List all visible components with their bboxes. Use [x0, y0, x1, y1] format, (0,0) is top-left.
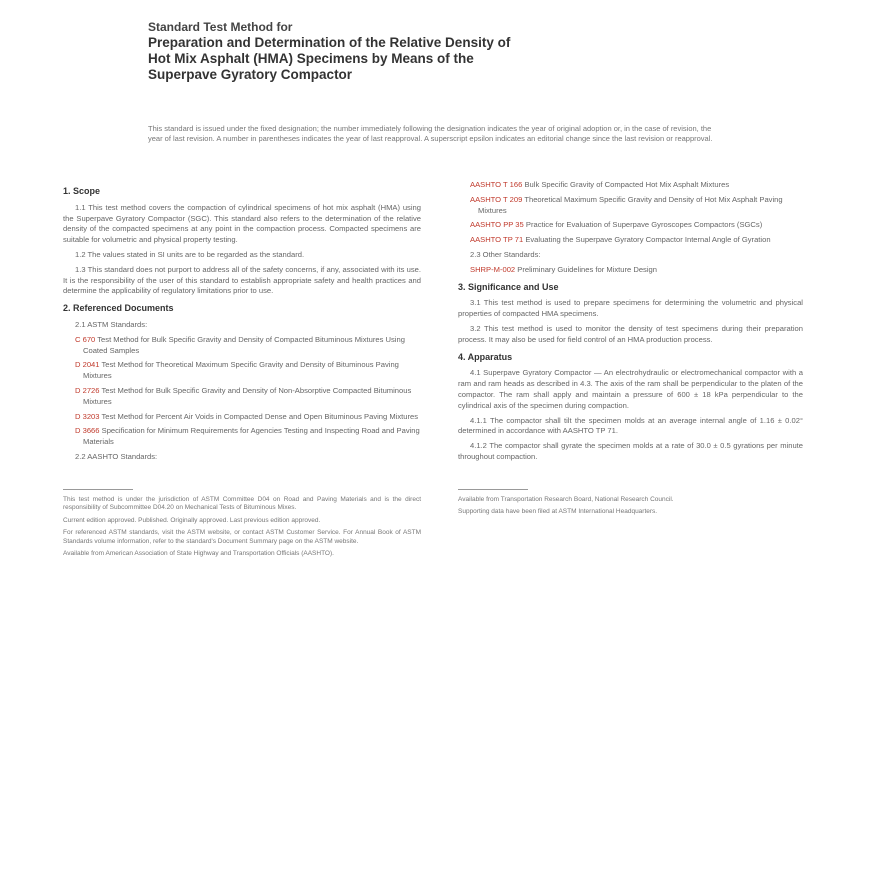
ref-code[interactable]: AASHTO TP 71 — [470, 235, 524, 245]
reference-item — [75, 320, 421, 331]
ref-code[interactable]: C 670 — [75, 334, 96, 344]
scope-paragraph: 1.2 The values stated in SI units are to be regarded as the standard. — [75, 249, 305, 259]
reference-item — [470, 180, 803, 191]
footnote: Current edition approved. Published. Originally approved. Last previous edition approved. — [63, 516, 321, 524]
ref-text: Evaluating the Superpave Gyratory Compactor Internal Angle of Gyration — [525, 235, 771, 245]
ref-text: Test Method for Theoretical Maximum Specific Gravity and Density of Bituminous Paving Mixtures — [83, 360, 399, 381]
ref-text: Specification for Minimum Requirements for Agencies Testing and Inspecting Road and Paving Materials — [83, 426, 420, 447]
footnote-divider — [458, 489, 528, 490]
reference-item — [470, 220, 803, 231]
ref-code[interactable]: AASHTO PP 35 — [470, 220, 524, 230]
section-title-references: 2. Referenced Documents — [63, 303, 174, 314]
footnote: This test method is under the jurisdiction of ASTM Committee D04 on Road and Paving Materials and is the direct responsibility of Subcommittee D04.20 on Mechanical Tests of Bituminous Mixes. — [63, 495, 421, 512]
ref-text: Practice for Evaluation of Superpave Gyroscopes Compactors (SGCs) — [525, 220, 763, 230]
section-title-apparatus: 4. Apparatus — [458, 351, 513, 362]
reference-item — [470, 195, 803, 217]
title-prefix: Standard Test Method for — [148, 20, 293, 34]
ref-text: 2.3 Other Standards: — [470, 249, 541, 259]
right-column — [458, 180, 803, 521]
ref-text: Test Method for Percent Air Voids in Compacted Dense and Open Bituminous Paving Mixtures — [101, 411, 419, 421]
scope-paragraph: 1.1 This test method covers the compaction of cylindrical specimens of hot mix asphalt (HMA) using the Superpave Gyratory Compactor (SGC). This standard also refers to the determination of the relative density of the compacted specimens at any point in the compaction process. Compacted specimens are suitable for volumetric and physical property testing. — [63, 202, 421, 245]
ref-code[interactable]: D 3666 — [75, 426, 100, 436]
title-line: Preparation and Determination of the Relative Density of — [148, 35, 511, 50]
reference-item — [75, 412, 421, 423]
ref-code[interactable]: AASHTO T 209 — [470, 194, 523, 204]
ref-text: Preliminary Guidelines for Mixture Design — [517, 264, 657, 274]
significance-paragraph: 3.2 This test method is used to monitor the density of test specimens during their preparation process. It may also be used for field control of an HMA production process. — [458, 323, 803, 344]
reference-item — [470, 235, 803, 246]
ref-text: 2.2 AASHTO Standards: — [75, 451, 158, 461]
footnote: For referenced ASTM standards, visit the ASTM website, or contact ASTM Customer Service. For Annual Book of ASTM Standards volume information, refer to the standard's Document Summary page on the ASTM website. — [63, 529, 421, 545]
apparatus-paragraph: 4.1.1 The compactor shall tilt the specimen molds at an average internal angle of 1.16 ± 0.02° determined in accordance with AASHTO TP 71. — [458, 415, 803, 436]
ref-code[interactable]: D 2726 — [75, 385, 100, 395]
intro-paragraph: This standard is issued under the fixed designation; the number immediately following the designation indicates the year of original adoption or, in the case of revision, the year of last revision. A number in parentheses indicates the year of last reapproval. A superscript epsilon indicates an editorial change since the last revision or reapproval. — [148, 124, 713, 143]
significance-paragraph: 3.1 This test method is used to prepare specimens for determining the volumetric and physical properties of compacted HMA specimens. — [458, 298, 803, 319]
ref-code[interactable]: SHRP-M-002 — [470, 264, 516, 274]
ref-text: Test Method for Bulk Specific Gravity and Density of Non-Absorptive Compacted Bituminous Mixtures — [83, 385, 412, 406]
ref-text: 2.1 ASTM Standards: — [75, 319, 148, 329]
reference-item — [470, 250, 803, 261]
footnote: Available from American Association of State Highway and Transportation Officials (AASHTO). — [63, 550, 334, 558]
footnote: Supporting data have been filed at ASTM International Headquarters. — [458, 508, 658, 516]
title-line: Superpave Gyratory Compactor — [148, 67, 353, 82]
footnote-divider — [63, 489, 133, 490]
ref-text: Test Method for Bulk Specific Gravity and Density of Compacted Bituminous Mixtures Using Coated Samples — [83, 334, 405, 355]
ref-text: Theoretical Maximum Specific Gravity and Density of Hot Mix Asphalt Paving Mixtures — [478, 194, 783, 215]
reference-item — [75, 386, 421, 408]
scope-paragraph: 1.3 This standard does not purport to address all of the safety concerns, if any, associated with its use. It is the responsibility of the user of this standard to establish appropriate safety and health practices and determine the applicability of regulatory limitations prior to use. — [63, 264, 421, 296]
reference-item — [75, 452, 421, 463]
reference-item — [75, 360, 421, 382]
section-title-scope: 1. Scope — [63, 186, 101, 196]
reference-item — [75, 426, 421, 448]
ref-code[interactable]: AASHTO T 166 — [470, 180, 523, 189]
footnote: Available from Transportation Research Board, National Research Council. — [458, 495, 674, 503]
apparatus-paragraph: 4.1 Superpave Gyratory Compactor — An electrohydraulic or electromechanical compactor with a ram and ram heads as described in 4.3. The axis of the ram shall be perpendicular to the platen of the compactor. The ram shall apply and maintain a pressure of 600 ± 18 kPa perpendicular to the cylindrical axis of the specimen during compaction. — [458, 368, 803, 410]
apparatus-paragraph: 4.1.2 The compactor shall gyrate the specimen molds at a rate of 30.0 ± 0.5 gyrations per minute throughout compaction. — [458, 441, 803, 461]
title-block — [148, 20, 708, 83]
ref-text: Bulk Specific Gravity of Compacted Hot Mix Asphalt Mixtures — [524, 180, 730, 189]
title-line: Hot Mix Asphalt (HMA) Specimens by Means of the — [148, 51, 474, 66]
ref-code[interactable]: D 3203 — [75, 411, 100, 421]
reference-item — [470, 265, 803, 276]
section-title-significance: 3. Significance and Use — [458, 281, 559, 292]
ref-code[interactable]: D 2041 — [75, 360, 100, 370]
reference-item — [75, 335, 421, 357]
left-column — [63, 180, 421, 563]
